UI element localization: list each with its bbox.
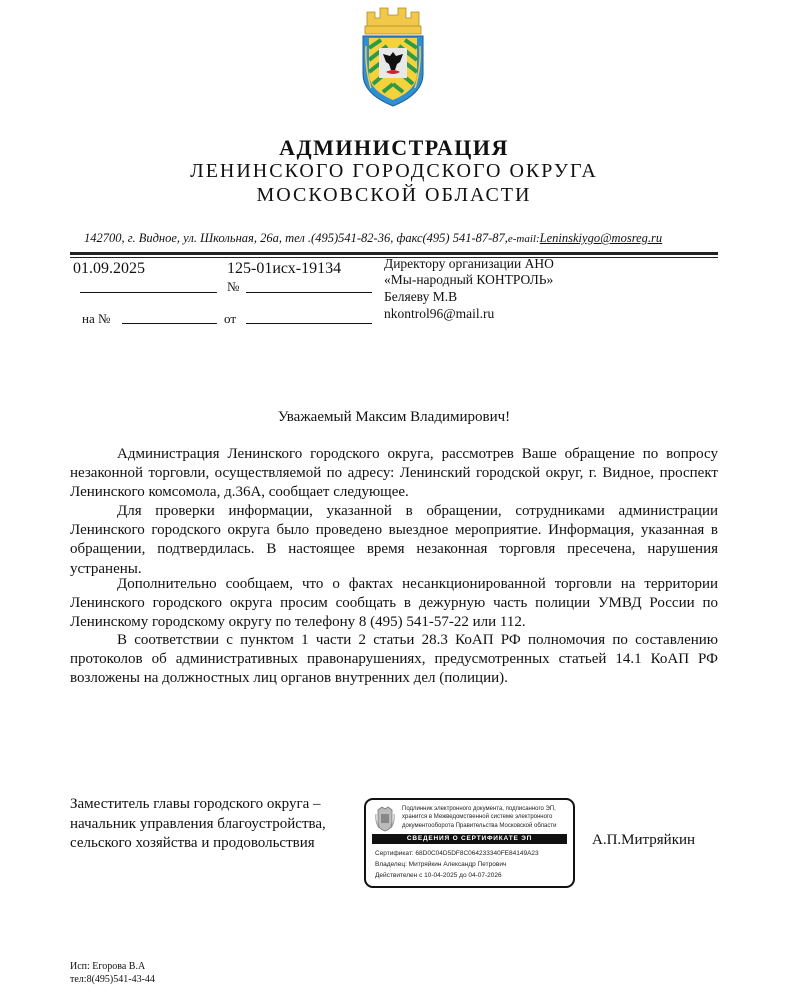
number-underline	[246, 292, 372, 293]
organization-title: АДМИНИСТРАЦИЯ	[279, 135, 509, 160]
recipient-organization: «Мы-народный КОНТРОЛЬ»	[384, 272, 554, 287]
stamp-certificate-id: Сертификат: 68D0C04D5DF8C064233340FE84149A23	[375, 850, 539, 857]
address-text: 142700, г. Видное, ул. Школьная, 26а, тел .(495)541-82-36, факс(495) 541-87-87,	[84, 231, 508, 245]
signatory-role-line: начальник управления благоустройства,	[70, 815, 326, 832]
recipient-email: nkontrol96@mail.ru	[384, 306, 495, 321]
signatory-name: А.П.Митряйкин	[592, 832, 696, 848]
from-underline	[246, 323, 372, 324]
stamp-header	[402, 805, 556, 830]
coat-of-arms-icon	[353, 2, 433, 108]
paragraph-2: Для проверки информации, указанной в обращении, сотрудниками администрации Ленинского городского округа было проведено выездное мероприятие. Информация, указанная в обращении, подтвердилась. В настоящее время незаконная торговля пресечена, нарушения устранены.	[70, 503, 718, 577]
executor-info	[70, 960, 155, 986]
paragraph-3: Дополнительно сообщаем, что о фактах несанкционированной торговли на территории Ленинского городского округа просим сообщать в дежурную часть полиции УМВД России по Ленинскому городскому округу по телефону 8 (495) 541-57-22 или 112.	[70, 576, 718, 631]
email-label: e-mail:	[507, 233, 540, 245]
number-label: №	[227, 279, 240, 294]
executor-name: Исп: Егорова В.А	[70, 961, 146, 972]
paragraph-4: В соответствии с пунктом 1 части 2 статьи 28.3 КоАП РФ полномочия по составлению протоколов об административных правонарушениях, предусмотренных статьей 14.1 КоАП РФ возложены на должностных лиц органов внутренних дел (полиции).	[70, 632, 718, 687]
signatory-role-line: Заместитель главы городского округа –	[70, 796, 321, 812]
document-number: 125-01исх-19134	[227, 260, 342, 277]
stamp-validity: Действителен с 10-04-2025 до 04-07-2026	[375, 872, 502, 879]
address-line	[84, 231, 662, 246]
stamp-certificate-banner: СВЕДЕНИЯ О СЕРТИФИКАТЕ ЭП	[372, 834, 567, 844]
header-divider-thick	[70, 252, 718, 255]
organization-subtitle: ЛЕНИНСКОГО ГОРОДСКОГО ОКРУГА	[190, 160, 598, 182]
recipient-name: Беляеву М.В	[384, 289, 458, 304]
organization-region: МОСКОВСКОЙ ОБЛАСТИ	[256, 184, 532, 206]
stamp-header-line: Подлинник электронного документа, подписанного ЭП,	[402, 806, 556, 812]
document-date: 01.09.2025	[73, 260, 145, 277]
moscow-region-emblem-icon	[374, 806, 396, 832]
reference-label: на №	[82, 311, 111, 326]
stamp-header-line: документооборота Правительства Московской области	[402, 822, 557, 829]
paragraph-1: Администрация Ленинского городского округа, рассмотрев Ваше обращение по вопросу незаконной торговли, осуществляемой по адресу: Ленинский городской округ, г. Видное, проспект Ленинского комсомола, д.36А, сообщает следующее.	[70, 446, 718, 501]
email-link[interactable]: Leninskiygo@mosreg.ru	[539, 231, 663, 245]
signatory-role-line: сельского хозяйства и продовольствия	[70, 835, 315, 851]
executor-phone: тел:8(495)541-43-44	[70, 974, 155, 985]
recipient-position: Директору организации АНО	[384, 256, 554, 271]
stamp-owner: Владелец: Митряйкин Александр Петрович	[375, 861, 507, 868]
greeting: Уважаемый Максим Владимирович!	[277, 409, 511, 425]
reference-underline	[122, 323, 217, 324]
stamp-header-line: хранится в Межведомственной системе электронного	[402, 814, 553, 821]
signatory-role	[70, 795, 326, 854]
date-underline	[80, 292, 217, 293]
electronic-signature-stamp	[364, 798, 575, 888]
from-label: от	[224, 311, 237, 326]
